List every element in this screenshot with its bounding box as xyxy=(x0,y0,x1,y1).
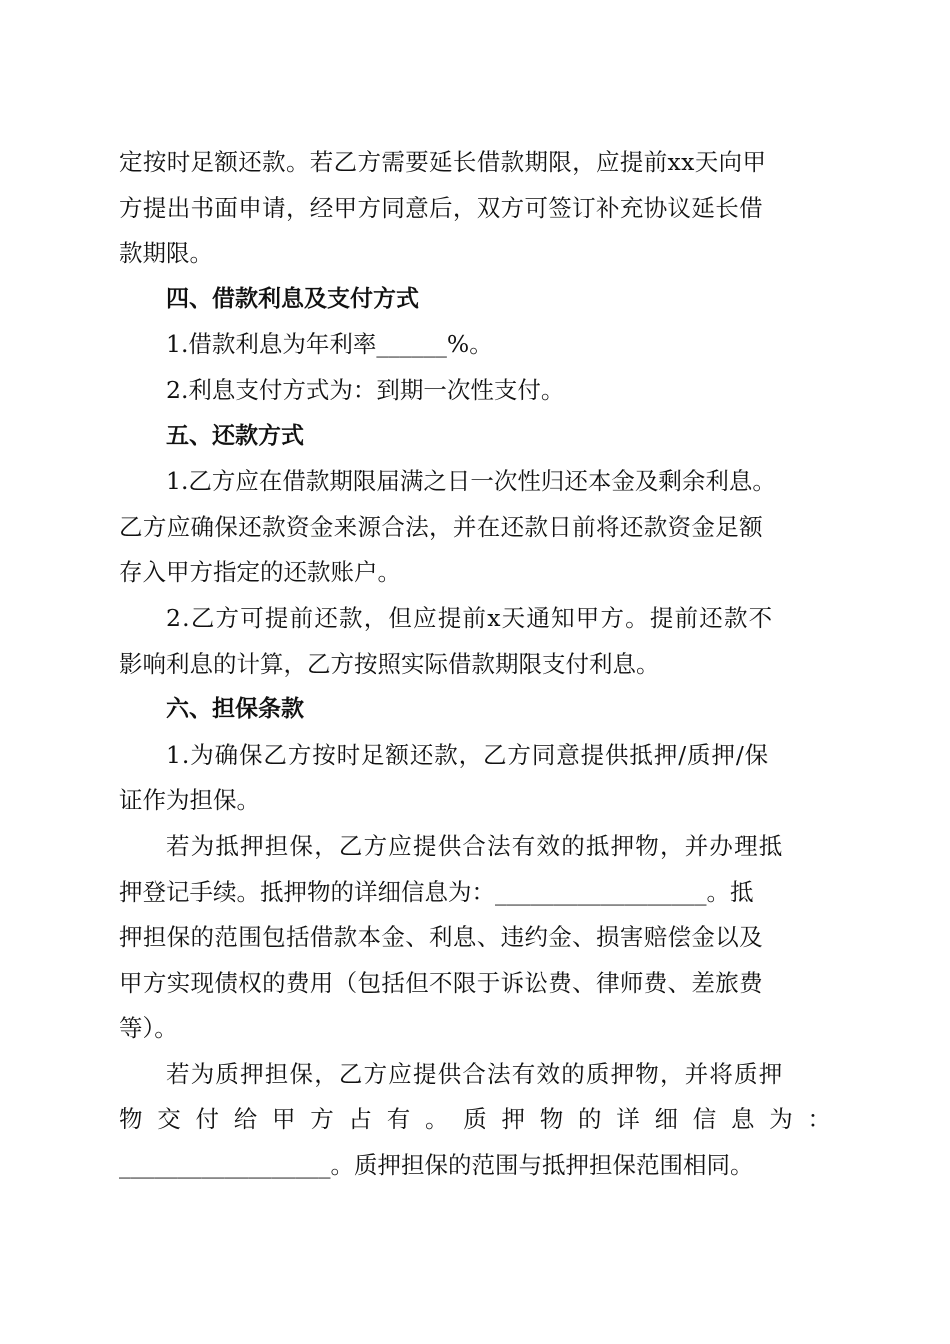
char: 押 xyxy=(501,1105,525,1134)
char: 信 xyxy=(692,1105,717,1134)
paragraph-line: 若为抵押担保，乙方应提供合法有效的抵押物，并办理抵 xyxy=(166,831,784,860)
document-page xyxy=(119,140,831,1189)
paragraph-line: 证作为担保。 xyxy=(119,786,260,815)
paragraph-line: 方提出书面申请，经甲方同意后，双方可签订补充协议延长借 xyxy=(119,193,763,222)
paragraph-line: 若为质押担保，乙方应提供合法有效的质押物，并将质押 xyxy=(166,1059,784,1088)
paragraph-line: 定按时足额还款。若乙方需要延长借款期限，应提前xx天向甲 xyxy=(119,148,767,176)
paragraph-line: 等）。 xyxy=(119,1014,178,1043)
section-heading-repayment: 五、还款方式 xyxy=(166,422,304,449)
paragraph-line: 1.为确保乙方按时足额还款，乙方同意提供抵押/质押/保 xyxy=(166,740,770,769)
paragraph-line: 乙方应确保还款资金来源合法，并在还款日前将还款资金足额 xyxy=(119,512,763,541)
char: 物 xyxy=(119,1105,143,1134)
char: 。 xyxy=(425,1105,449,1134)
paragraph-line: __________________。质押担保的范围与抵押担保范围相同。 xyxy=(119,1151,754,1180)
paragraph-line: 1.借款利息为年利率______%。 xyxy=(166,330,493,359)
paragraph-line: 影响利息的计算，乙方按照实际借款期限支付利息。 xyxy=(119,649,660,678)
char: 的 xyxy=(578,1105,602,1134)
char: 有 xyxy=(386,1105,411,1134)
char: 给 xyxy=(233,1105,258,1134)
paragraph-line: 2.利息支付方式为：到期一次性支付。 xyxy=(166,375,565,404)
char: 甲 xyxy=(272,1105,296,1134)
paragraph-line: 押担保的范围包括借款本金、利息、违约金、损害赔偿金以及 xyxy=(119,923,763,952)
char: ： xyxy=(807,1105,831,1134)
paragraph-line: 1.乙方应在借款期限届满之日一次性归还本金及剩余利息。 xyxy=(166,467,776,496)
section-heading-interest: 四、借款利息及支付方式 xyxy=(166,285,419,312)
paragraph-line: 2.乙方可提前还款，但应提前x天通知甲方。提前还款不 xyxy=(166,603,774,632)
char: 详 xyxy=(616,1105,640,1134)
paragraph-line: 存入甲方指定的还款账户。 xyxy=(119,558,401,587)
char: 方 xyxy=(310,1105,334,1134)
section-heading-guarantee: 六、担保条款 xyxy=(166,696,304,723)
char: 细 xyxy=(654,1105,678,1134)
char: 质 xyxy=(463,1105,487,1134)
char: 占 xyxy=(348,1105,372,1134)
paragraph-line-spaced xyxy=(119,1097,831,1143)
char: 物 xyxy=(539,1105,564,1134)
paragraph-line: 押登记手续。抵押物的详细信息为：__________________。抵 xyxy=(119,877,754,906)
char: 交 xyxy=(157,1105,181,1134)
char: 付 xyxy=(195,1105,219,1134)
paragraph-line: 甲方实现债权的费用（包括但不限于诉讼费、律师费、差旅费 xyxy=(119,968,763,997)
paragraph-line: 款期限。 xyxy=(119,239,213,268)
char: 息 xyxy=(731,1105,755,1134)
char: 为 xyxy=(769,1105,793,1134)
